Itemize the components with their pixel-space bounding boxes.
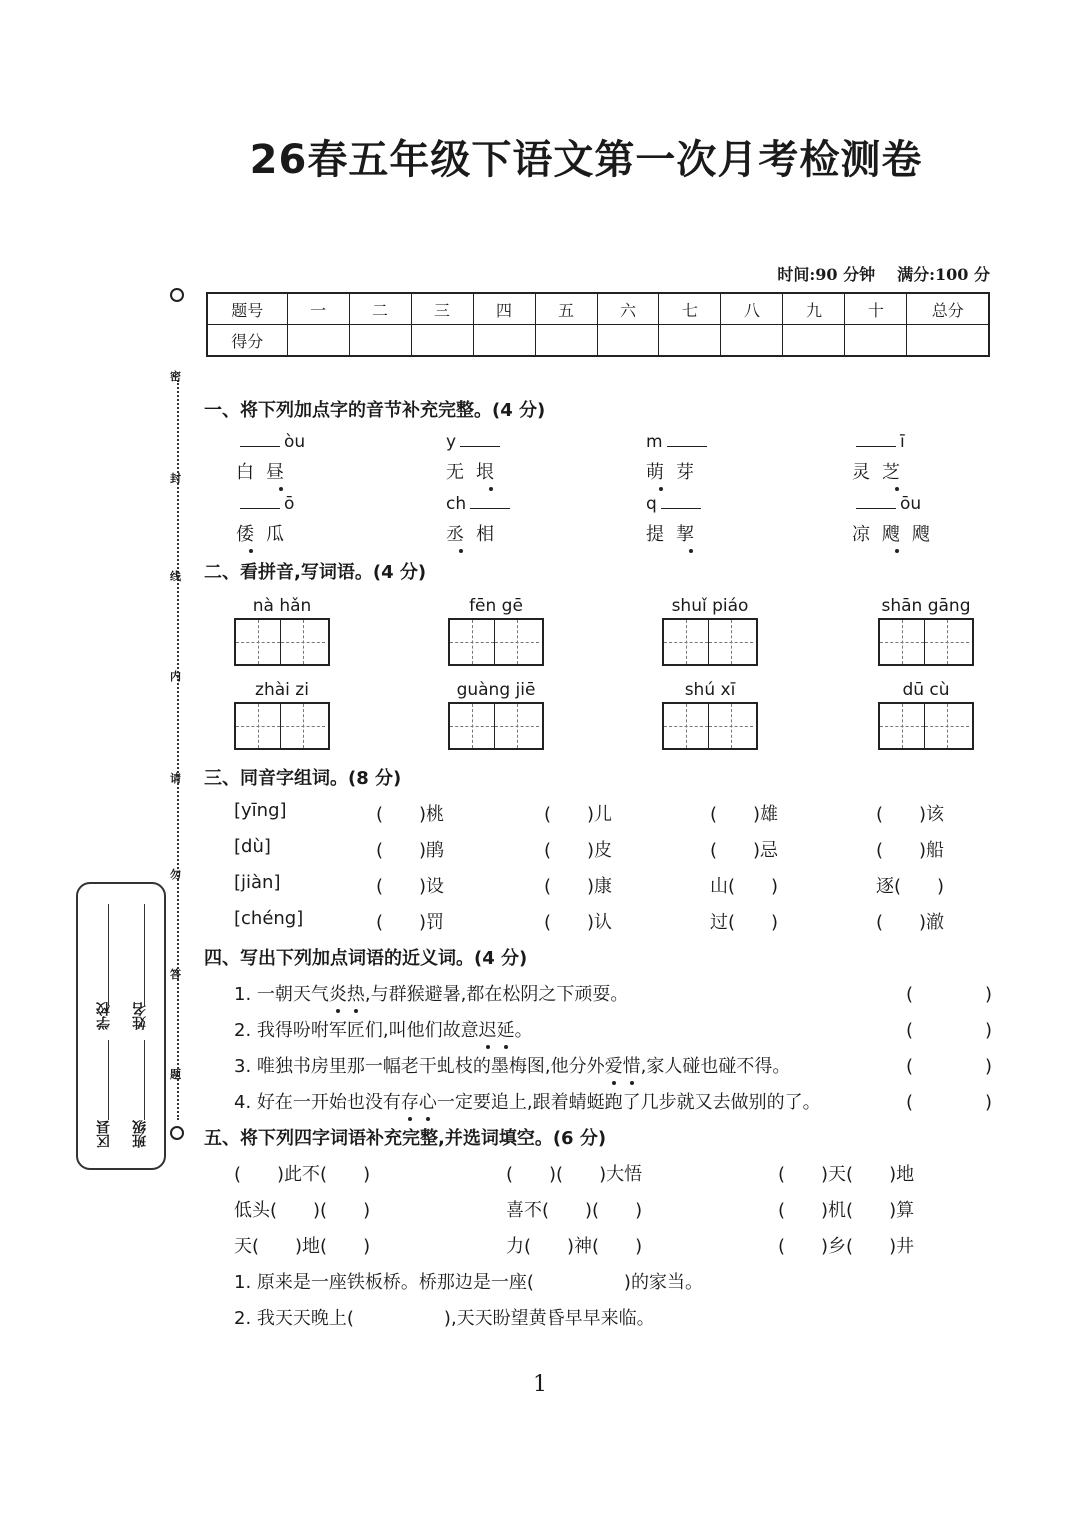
word [446,458,506,484]
binding-char: 内 [170,670,181,683]
pinyin-writing-box [448,680,544,750]
dotted-char: 昼 [266,458,296,484]
binding-dotted-line [177,380,179,1120]
section5-sentence-2: 2. 我天天晚上( ),天天盼望黄昏早早来临。 [234,1308,655,1329]
binding-ring-bottom [170,1126,184,1140]
syllable-blank[interactable] [236,432,305,452]
char: 白 [236,462,266,483]
pinyin-label: zhài zi [255,680,309,700]
idiom-blank[interactable]: ( )( )大悟 [506,1164,643,1185]
dotted-char: 延 [497,1016,515,1042]
writing-grid[interactable] [878,618,974,666]
score-header-cell: 四 [473,293,535,325]
syllable-blank-line[interactable] [661,508,701,509]
full-score: 满分:100 分 [897,265,990,284]
grid-cell[interactable] [924,704,969,748]
homophone-blank[interactable]: 逐( ) [876,876,945,897]
syllable-given: y [446,432,457,452]
binding-char: 题 [170,1068,181,1081]
char: 灵 [852,462,882,483]
pinyin-label: shān gāng [881,596,971,616]
dotted-char: 惜 [623,1052,641,1078]
pinyin-writing-box [234,680,330,750]
syllable-blank-line[interactable] [856,446,896,447]
question-text: 一定要追上,跟着蜻蜓跑了几步就又去做别的了。 [436,1092,821,1113]
pinyin-writing-box [234,596,330,666]
homophone-blank[interactable]: ( )儿 [544,804,613,825]
writing-grid[interactable] [662,702,758,750]
homophone-blank[interactable]: ( )鹃 [376,840,445,861]
score-input-cell[interactable] [411,325,473,357]
section5-heading: 五、将下列四字词语补充完整,并选词填空。(6 分) [204,1128,607,1149]
synonym-question [234,980,628,1006]
dotted-char: 心 [419,1088,437,1114]
dotted-word [605,1056,641,1077]
syllable-blank[interactable] [236,494,294,514]
homophone-blank[interactable]: 过( ) [710,912,779,933]
syllable-blank-line[interactable] [667,446,707,447]
homophone-blank[interactable]: ( )雄 [710,804,779,825]
word [236,520,296,546]
homophone-blank[interactable]: ( )桃 [376,804,445,825]
homophone-blank[interactable]: ( )船 [876,840,945,861]
syllable-blank[interactable] [852,432,905,452]
score-row-label: 得分 [207,325,287,357]
word [646,458,706,484]
pinyin-label: fēn gē [469,596,523,616]
homophone-pinyin: [chéng] [234,908,304,929]
word [646,520,706,546]
grid-cell[interactable] [236,620,280,664]
score-header-cell: 八 [721,293,783,325]
idiom-blank[interactable]: ( )乡( )井 [778,1236,915,1257]
grid-cell[interactable] [708,620,753,664]
score-input-cell[interactable] [535,325,597,357]
homophone-blank[interactable]: ( )忌 [710,840,779,861]
answer-blank[interactable]: ( ) [906,984,993,1005]
dotted-char: 迟 [479,1016,497,1042]
section1-heading: 一、将下列加点字的音节补充完整。(4 分) [204,400,546,421]
question-text: 。 [514,1020,533,1041]
grid-cell[interactable] [280,704,325,748]
section3-heading: 三、同音字组词。(8 分) [204,768,402,789]
syllable-blank[interactable] [446,494,514,514]
homophone-blank[interactable]: ( )设 [376,876,445,897]
score-input-cell[interactable] [349,325,411,357]
syllable-given: ī [900,432,905,452]
syllable-blank-line[interactable] [460,446,500,447]
char: 凉 [852,524,882,545]
grid-cell[interactable] [494,620,539,664]
binding-char: 密 [170,370,181,383]
score-input-cell[interactable] [907,325,989,357]
homophone-pinyin: [yīng] [234,800,287,821]
dotted-char: 炎 [329,980,347,1006]
score-header-cell: 五 [535,293,597,325]
homophone-pinyin: [jiàn] [234,872,281,893]
pinyin-writing-box [662,680,758,750]
binding-char: 线 [170,570,181,583]
idiom-blank[interactable]: ( )天( )地 [778,1164,915,1185]
writing-grid[interactable] [234,702,330,750]
homophone-blank[interactable]: 山( ) [710,876,779,897]
homophone-blank[interactable]: ( )康 [544,876,613,897]
score-input-cell[interactable] [845,325,907,357]
syllable-blank-line[interactable] [240,446,280,447]
grid-cell[interactable] [494,704,539,748]
answer-blank[interactable]: ( ) [906,1092,993,1113]
syllable-blank-line[interactable] [470,508,510,509]
syllable-blank[interactable] [446,432,504,452]
idiom-blank[interactable]: 低头( )( ) [234,1200,371,1221]
pinyin-label: shú xī [684,680,736,700]
syllable-given: q [646,494,657,514]
synonym-question [234,1088,821,1114]
char: 提 [646,524,676,545]
dotted-char: 挈 [676,520,706,546]
syllable-given: ō [284,494,295,514]
dotted-word [329,984,365,1005]
binding-char: 封 [170,472,181,485]
idiom-blank[interactable]: ( )机( )算 [778,1200,915,1221]
section5-sentence-1: 1. 原来是一座铁板桥。桥那边是一座( )的家当。 [234,1272,703,1293]
score-table [206,292,990,357]
grid-cell[interactable] [280,620,325,664]
writing-grid[interactable] [234,618,330,666]
name-line[interactable] [144,904,145,1006]
char: 无 [446,462,476,483]
idiom-blank[interactable]: 天( )地( ) [234,1236,371,1257]
score-header-cell: 七 [659,293,721,325]
class-label: 班级 [132,1120,148,1148]
score-header-cell: 三 [411,293,473,325]
homophone-blank[interactable]: ( )该 [876,804,945,825]
score-header-cell: 总分 [907,293,989,325]
grid-cell[interactable] [664,704,708,748]
grid-cell[interactable] [664,620,708,664]
name-label: 姓名 [132,1002,148,1030]
word [852,520,942,546]
dotted-char: 存 [401,1088,419,1114]
score-row [207,325,989,357]
question-text: 2. 我得吩咐军匠们,叫他们故意 [234,1020,479,1041]
answer-blank[interactable]: ( ) [906,1020,993,1041]
dotted-char: 萌 [646,458,676,484]
homophone-pinyin: [dù] [234,836,271,857]
question-text: 3. 唯独书房里那一幅老干虬枝的墨梅图,他分外 [234,1056,605,1077]
writing-grid[interactable] [662,618,758,666]
dotted-char: 丞 [446,520,476,546]
word [236,458,296,484]
district-line[interactable] [108,1040,109,1120]
binding-char: 勿 [170,868,181,881]
writing-grid[interactable] [448,702,544,750]
pinyin-writing-box [878,680,974,750]
score-header-label: 题号 [207,293,287,325]
syllable-given: ch [446,494,467,514]
binding-ring-top [170,288,184,302]
answer-blank[interactable]: ( ) [906,1056,993,1077]
grid-cell[interactable] [708,704,753,748]
score-header-cell: 十 [845,293,907,325]
idiom-blank[interactable]: ( )此不( ) [234,1164,371,1185]
question-text: ,与群猴避暑,都在松阴之下顽耍。 [364,984,629,1005]
dotted-char: 倭 [236,520,266,546]
dotted-char: 飕 [882,520,912,546]
grid-cell[interactable] [450,704,494,748]
idiom-blank[interactable]: 力( )神( ) [506,1236,643,1257]
char: 飕 [912,524,942,545]
homophone-blank[interactable]: ( )皮 [544,840,613,861]
pinyin-label: shuǐ piáo [671,596,749,616]
char: 相 [476,524,506,545]
syllable-given: m [646,432,663,452]
syllable-blank[interactable] [646,494,705,514]
page-title: 26春五年级下语文第一次月考检测卷 [249,137,923,183]
homophone-blank[interactable]: ( )罚 [376,912,445,933]
score-header-cell: 六 [597,293,659,325]
binding-char: 答 [170,968,181,981]
pinyin-writing-box [878,596,974,666]
score-input-cell[interactable] [659,325,721,357]
grid-cell[interactable] [880,620,924,664]
question-text: 4. 好在一开始也没有 [234,1092,401,1113]
score-input-cell[interactable] [721,325,783,357]
grid-cell[interactable] [924,620,969,664]
grid-cell[interactable] [236,704,280,748]
syllable-blank[interactable] [646,432,711,452]
synonym-question [234,1016,533,1042]
student-info-box [76,882,166,1170]
score-header-cell: 一 [287,293,349,325]
section2-heading: 二、看拼音,写词语。(4 分) [204,562,427,583]
score-input-cell[interactable] [473,325,535,357]
pinyin-label: dū cù [902,680,950,700]
dotted-char: 垠 [476,458,506,484]
pinyin-writing-box [448,596,544,666]
binding-char: 请 [170,772,181,785]
school-label: 学校 [96,1002,112,1030]
syllable-blank-line[interactable] [856,508,896,509]
question-text: 1. 一朝天气 [234,984,329,1005]
exam-time-info [755,262,990,285]
synonym-question [234,1052,790,1078]
syllable-blank[interactable] [852,494,921,514]
question-text: ,家人碰也碰不得。 [640,1056,791,1077]
dotted-word [479,1020,515,1041]
school-line[interactable] [108,904,109,1006]
char: 瓜 [266,524,296,545]
char: 芽 [676,462,706,483]
dotted-char: 热 [347,980,365,1006]
writing-grid[interactable] [878,702,974,750]
section4-heading: 四、写出下列加点词语的近义词。(4 分) [204,948,528,969]
syllable-given: ōu [900,494,922,514]
syllable-given: òu [284,432,306,452]
page-number: 1 [533,1372,547,1397]
dotted-char: 芝 [882,458,912,484]
pinyin-writing-box [662,596,758,666]
dotted-char: 爱 [605,1052,623,1078]
homophone-blank[interactable]: ( )澈 [876,912,945,933]
score-header-cell: 二 [349,293,411,325]
writing-grid[interactable] [448,618,544,666]
dotted-word [401,1092,437,1113]
score-header-cell: 九 [783,293,845,325]
district-label: 区县 [96,1120,112,1148]
pinyin-label: nà hǎn [252,596,312,616]
score-input-cell[interactable] [287,325,349,357]
word [852,458,912,484]
time-limit: 时间:90 分钟 [777,265,876,284]
score-input-cell[interactable] [783,325,845,357]
score-header-row [207,293,989,325]
idiom-blank[interactable]: 喜不( )( ) [506,1200,643,1221]
word [446,520,506,546]
class-line[interactable] [144,1040,145,1120]
syllable-blank-line[interactable] [240,508,280,509]
grid-cell[interactable] [880,704,924,748]
score-input-cell[interactable] [597,325,659,357]
pinyin-label: guàng jiē [456,680,536,700]
grid-cell[interactable] [450,620,494,664]
homophone-blank[interactable]: ( )认 [544,912,613,933]
